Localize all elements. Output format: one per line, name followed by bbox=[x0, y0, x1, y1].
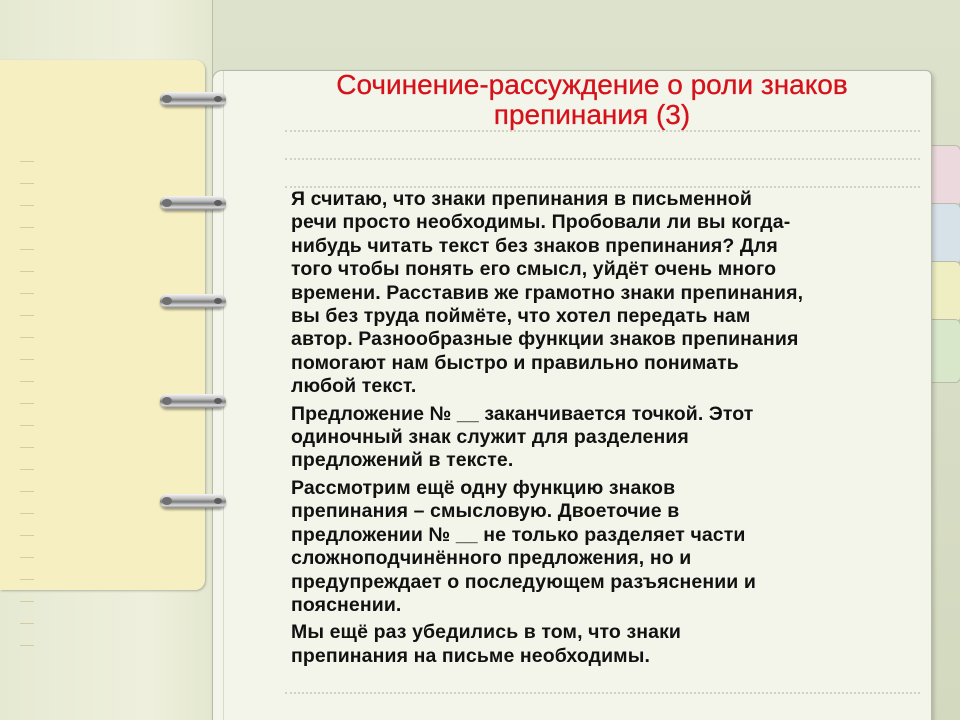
paragraph-3: Рассмотрим ещё одну функцию знаков препинания – смысловую. Двоеточие в предложении № __ не только разделяет части сложноподчинённого предложения, но и предупреждает о последующем разъяснении и пояснении. bbox=[291, 476, 756, 616]
side-tab-yellow bbox=[928, 261, 960, 323]
binder-ring-icon bbox=[160, 394, 226, 408]
side-tab-blue bbox=[928, 203, 960, 265]
binder-ring-icon bbox=[160, 294, 226, 308]
slide-title: Сочинение-рассуждение о роли знаков препинания (3) bbox=[336, 69, 848, 130]
paragraph-1: Я считаю, что знаки препинания в письменной речи просто необходимы. Пробовали ли вы когда- нибудь читать текст без знаков препинания? Для того чтобы понять его смысл, уйдёт очень много времени. Расставив же грамотно знаки препинания, вы без труда поймёте, что хотел передать нам автор. Разнообразные функции знаков препинания помогают нам быстро и правильно понимать любой текст. bbox=[291, 188, 804, 398]
binder-ring-icon bbox=[160, 196, 226, 210]
dotted-line bbox=[285, 692, 920, 694]
dotted-line bbox=[285, 130, 920, 132]
paragraph-4: Мы ещё раз убедились в том, что знаки препинания на письме необходимы. bbox=[291, 621, 682, 667]
binder-ring-icon bbox=[160, 494, 226, 508]
binder-ring-icon bbox=[160, 92, 226, 106]
dotted-line bbox=[285, 158, 920, 160]
ruler-ticks bbox=[20, 140, 34, 650]
side-tab-green bbox=[928, 319, 960, 383]
side-tab-pink bbox=[928, 145, 960, 207]
essay-text bbox=[291, 188, 931, 672]
paragraph-2: Предложение № __ заканчивается точкой. Этот одиночный знак служит для разделения предложений в тексте. bbox=[291, 402, 754, 472]
cover-tab bbox=[0, 60, 205, 590]
